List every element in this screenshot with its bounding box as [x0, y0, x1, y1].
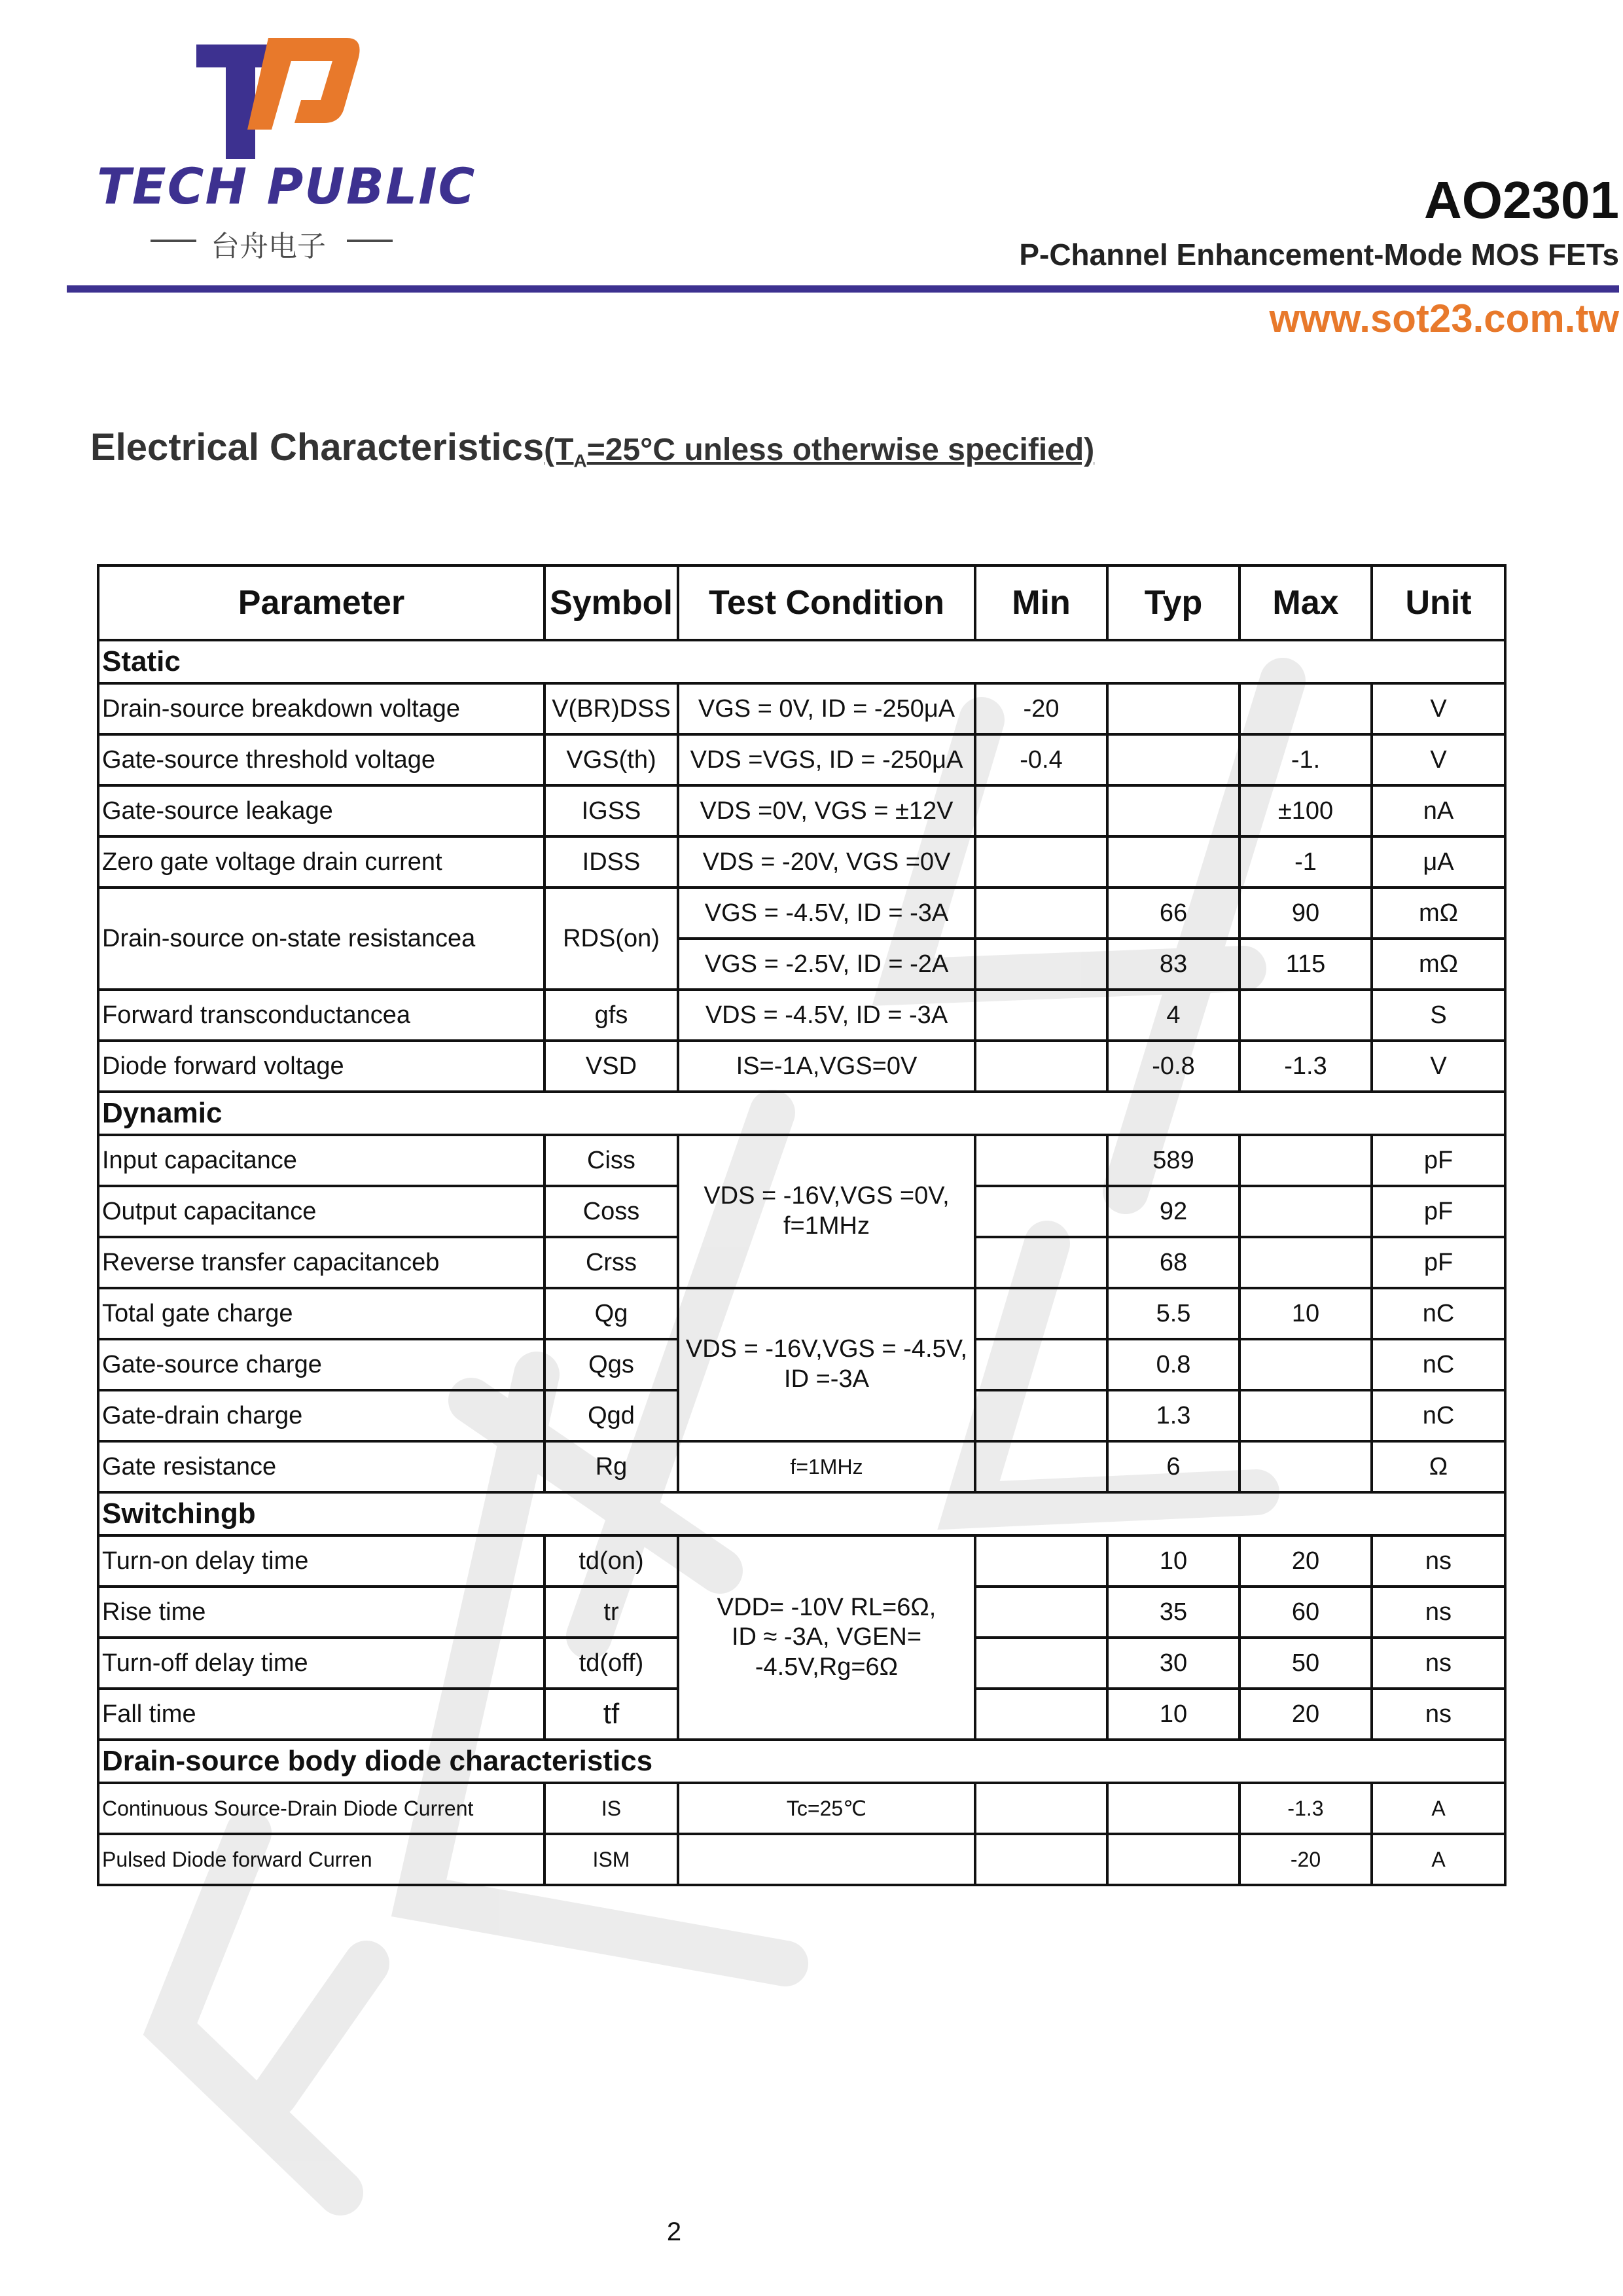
section-title-text: Electrical Characteristics	[90, 426, 544, 469]
table-row	[98, 836, 1505, 888]
group-label: Static	[98, 640, 1505, 683]
group-label: Dynamic	[98, 1092, 1505, 1135]
max-cell	[1240, 683, 1372, 734]
typ-cell: 66	[1107, 888, 1240, 939]
part-description: P-Channel Enhancement-Mode MOS FETs	[1019, 238, 1619, 272]
table-row	[98, 1783, 1505, 1834]
typ-cell: 6	[1107, 1441, 1240, 1492]
condition-cell: IS=-1A,VGS=0V	[678, 1041, 975, 1092]
param-cell: Fall time	[98, 1689, 544, 1740]
table-row	[98, 888, 1505, 939]
param-cell: Input capacitance	[98, 1135, 544, 1186]
table-header-row	[98, 565, 1505, 640]
part-number: AO2301	[1424, 171, 1619, 229]
symbol-cell: VSD	[544, 1041, 678, 1092]
typ-cell	[1107, 1783, 1240, 1834]
unit-cell: V	[1372, 683, 1505, 734]
logo-sub-text: 台舟电子	[211, 230, 326, 263]
symbol-cell: td(on)	[544, 1535, 678, 1587]
min-cell	[975, 990, 1107, 1041]
min-cell	[975, 1288, 1107, 1339]
group-label: Drain-source body diode characteristics	[98, 1740, 1505, 1783]
min-cell	[975, 1041, 1107, 1092]
min-cell	[975, 1535, 1107, 1587]
typ-cell: 68	[1107, 1237, 1240, 1288]
unit-cell: nC	[1372, 1339, 1505, 1390]
min-cell	[975, 785, 1107, 836]
condition-cell: VDS = -16V,VGS = -4.5V, ID =-3A	[678, 1288, 975, 1441]
unit-cell: A	[1372, 1834, 1505, 1885]
typ-cell: 4	[1107, 990, 1240, 1041]
max-cell: 60	[1240, 1587, 1372, 1638]
condition-cell: VDS = -20V, VGS =0V	[678, 836, 975, 888]
typ-cell: 92	[1107, 1186, 1240, 1237]
unit-cell: Ω	[1372, 1441, 1505, 1492]
max-cell	[1240, 1237, 1372, 1288]
symbol-cell: Qg	[544, 1288, 678, 1339]
header-test-condition: Test Condition	[678, 565, 975, 640]
unit-cell: nC	[1372, 1390, 1505, 1441]
unit-cell: ns	[1372, 1535, 1505, 1587]
typ-cell: 83	[1107, 939, 1240, 990]
symbol-cell: tr	[544, 1587, 678, 1638]
param-cell: Pulsed Diode forward Curren	[98, 1834, 544, 1885]
symbol-cell: td(off)	[544, 1638, 678, 1689]
group-row-body-diode	[98, 1740, 1505, 1783]
condition-cell: VDS =VGS, ID = -250μA	[678, 734, 975, 785]
min-cell	[975, 888, 1107, 939]
group-row-static	[98, 640, 1505, 683]
table-row	[98, 990, 1505, 1041]
typ-cell	[1107, 734, 1240, 785]
symbol-cell: RDS(on)	[544, 888, 678, 990]
symbol-cell: IGSS	[544, 785, 678, 836]
table-row	[98, 1288, 1505, 1339]
header-typ: Typ	[1107, 565, 1240, 640]
unit-cell: ns	[1372, 1587, 1505, 1638]
max-cell: -1.3	[1240, 1041, 1372, 1092]
typ-cell	[1107, 683, 1240, 734]
typ-cell: 10	[1107, 1535, 1240, 1587]
header-parameter: Parameter	[98, 565, 544, 640]
param-cell: Reverse transfer capacitanceb	[98, 1237, 544, 1288]
symbol-cell: ISM	[544, 1834, 678, 1885]
table-row	[98, 1135, 1505, 1186]
typ-cell: 35	[1107, 1587, 1240, 1638]
condition-cell: VGS = -4.5V, ID = -3A	[678, 888, 975, 939]
typ-cell	[1107, 1834, 1240, 1885]
unit-cell: ns	[1372, 1638, 1505, 1689]
table-row	[98, 1834, 1505, 1885]
table-row	[98, 1041, 1505, 1092]
param-cell: Gate-source leakage	[98, 785, 544, 836]
unit-cell: mΩ	[1372, 939, 1505, 990]
param-cell: Gate resistance	[98, 1441, 544, 1492]
param-cell: Diode forward voltage	[98, 1041, 544, 1092]
min-cell	[975, 939, 1107, 990]
unit-cell: ns	[1372, 1689, 1505, 1740]
unit-cell: A	[1372, 1783, 1505, 1834]
min-cell	[975, 1339, 1107, 1390]
typ-cell: 589	[1107, 1135, 1240, 1186]
typ-cell: -0.8	[1107, 1041, 1240, 1092]
param-cell: Forward transconductancea	[98, 990, 544, 1041]
condition-cell: VDS = -4.5V, ID = -3A	[678, 990, 975, 1041]
header-unit: Unit	[1372, 565, 1505, 640]
group-row-dynamic	[98, 1092, 1505, 1135]
min-cell	[975, 1237, 1107, 1288]
table-row	[98, 734, 1505, 785]
param-cell: Zero gate voltage drain current	[98, 836, 544, 888]
table-row	[98, 785, 1505, 836]
max-cell: -1.3	[1240, 1783, 1372, 1834]
max-cell: 115	[1240, 939, 1372, 990]
unit-cell: pF	[1372, 1237, 1505, 1288]
symbol-cell: Qgs	[544, 1339, 678, 1390]
website-link[interactable]: www.sot23.com.tw	[1269, 296, 1619, 340]
min-cell: -0.4	[975, 734, 1107, 785]
param-cell: Gate-drain charge	[98, 1390, 544, 1441]
condition-cell: VDS =0V, VGS = ±12V	[678, 785, 975, 836]
typ-cell: 10	[1107, 1689, 1240, 1740]
condition-cell: VDS = -16V,VGS =0V, f=1MHz	[678, 1135, 975, 1288]
symbol-cell: Crss	[544, 1237, 678, 1288]
symbol-cell: gfs	[544, 990, 678, 1041]
table-row	[98, 1535, 1505, 1587]
param-cell: Continuous Source-Drain Diode Current	[98, 1783, 544, 1834]
min-cell	[975, 1390, 1107, 1441]
param-cell: Gate-source threshold voltage	[98, 734, 544, 785]
symbol-cell: IDSS	[544, 836, 678, 888]
max-cell: 50	[1240, 1638, 1372, 1689]
param-cell: Output capacitance	[98, 1186, 544, 1237]
symbol-cell: Coss	[544, 1186, 678, 1237]
unit-cell: nC	[1372, 1288, 1505, 1339]
condition-cell: VGS = -2.5V, ID = -2A	[678, 939, 975, 990]
tp-logo-icon	[190, 31, 360, 162]
max-cell	[1240, 1441, 1372, 1492]
header-max: Max	[1240, 565, 1372, 640]
min-cell	[975, 1834, 1107, 1885]
header-min: Min	[975, 565, 1107, 640]
typ-cell: 0.8	[1107, 1339, 1240, 1390]
electrical-characteristics-table	[97, 564, 1507, 1886]
min-cell	[975, 1587, 1107, 1638]
max-cell	[1240, 1135, 1372, 1186]
min-cell	[975, 1689, 1107, 1740]
logo-sub-right-line	[347, 240, 393, 242]
param-cell: Turn-off delay time	[98, 1638, 544, 1689]
param-cell: Gate-source charge	[98, 1339, 544, 1390]
max-cell: 10	[1240, 1288, 1372, 1339]
max-cell	[1240, 1390, 1372, 1441]
section-condition: ($T_A=25^\circ C$ unless otherwise specified)	[544, 433, 1095, 471]
unit-cell: V	[1372, 1041, 1505, 1092]
symbol-cell: Rg	[544, 1441, 678, 1492]
symbol-cell: IS	[544, 1783, 678, 1834]
company-logo	[92, 26, 476, 263]
symbol-cell: Qgd	[544, 1390, 678, 1441]
typ-cell	[1107, 785, 1240, 836]
max-cell: ±100	[1240, 785, 1372, 836]
table-row	[98, 683, 1505, 734]
unit-cell: μA	[1372, 836, 1505, 888]
unit-cell: nA	[1372, 785, 1505, 836]
condition-cell: VGS = 0V, ID = -250μA	[678, 683, 975, 734]
group-row-switching	[98, 1492, 1505, 1535]
page-number: 2	[666, 2217, 682, 2246]
unit-cell: S	[1372, 990, 1505, 1041]
symbol-cell: VGS(th)	[544, 734, 678, 785]
unit-cell: pF	[1372, 1186, 1505, 1237]
min-cell	[975, 1135, 1107, 1186]
max-cell	[1240, 990, 1372, 1041]
logo-name: TECH PUBLIC	[97, 157, 476, 215]
header-symbol: Symbol	[544, 565, 678, 640]
symbol-cell: tf	[544, 1689, 678, 1740]
max-cell: -1.	[1240, 734, 1372, 785]
header-divider	[67, 285, 1619, 293]
typ-cell: 1.3	[1107, 1390, 1240, 1441]
param-cell: Rise time	[98, 1587, 544, 1638]
symbol-cell: V(BR)DSS	[544, 683, 678, 734]
table-row	[98, 1441, 1505, 1492]
condition-cell	[678, 1834, 975, 1885]
typ-cell: 5.5	[1107, 1288, 1240, 1339]
unit-cell: pF	[1372, 1135, 1505, 1186]
max-cell: 90	[1240, 888, 1372, 939]
max-cell	[1240, 1186, 1372, 1237]
max-cell: 20	[1240, 1535, 1372, 1587]
min-cell	[975, 1638, 1107, 1689]
min-cell	[975, 1441, 1107, 1492]
unit-cell: mΩ	[1372, 888, 1505, 939]
section-title	[90, 425, 1094, 472]
symbol-cell: Ciss	[544, 1135, 678, 1186]
min-cell	[975, 836, 1107, 888]
max-cell: -1	[1240, 836, 1372, 888]
condition-cell: Tc=25℃	[678, 1783, 975, 1834]
param-cell: Total gate charge	[98, 1288, 544, 1339]
unit-cell: V	[1372, 734, 1505, 785]
group-label: Switchingb	[98, 1492, 1505, 1535]
param-cell: Drain-source breakdown voltage	[98, 683, 544, 734]
typ-cell	[1107, 836, 1240, 888]
condition-cell: f=1MHz	[678, 1441, 975, 1492]
min-cell	[975, 1186, 1107, 1237]
param-cell: Turn-on delay time	[98, 1535, 544, 1587]
min-cell: -20	[975, 683, 1107, 734]
condition-cell: VDD= -10V RL=6Ω, ID ≈ -3A, VGEN= -4.5V,Rg=6Ω	[678, 1535, 975, 1740]
min-cell	[975, 1783, 1107, 1834]
param-cell: Drain-source on-state resistancea	[98, 888, 544, 990]
max-cell	[1240, 1339, 1372, 1390]
typ-cell: 30	[1107, 1638, 1240, 1689]
max-cell: -20	[1240, 1834, 1372, 1885]
max-cell: 20	[1240, 1689, 1372, 1740]
